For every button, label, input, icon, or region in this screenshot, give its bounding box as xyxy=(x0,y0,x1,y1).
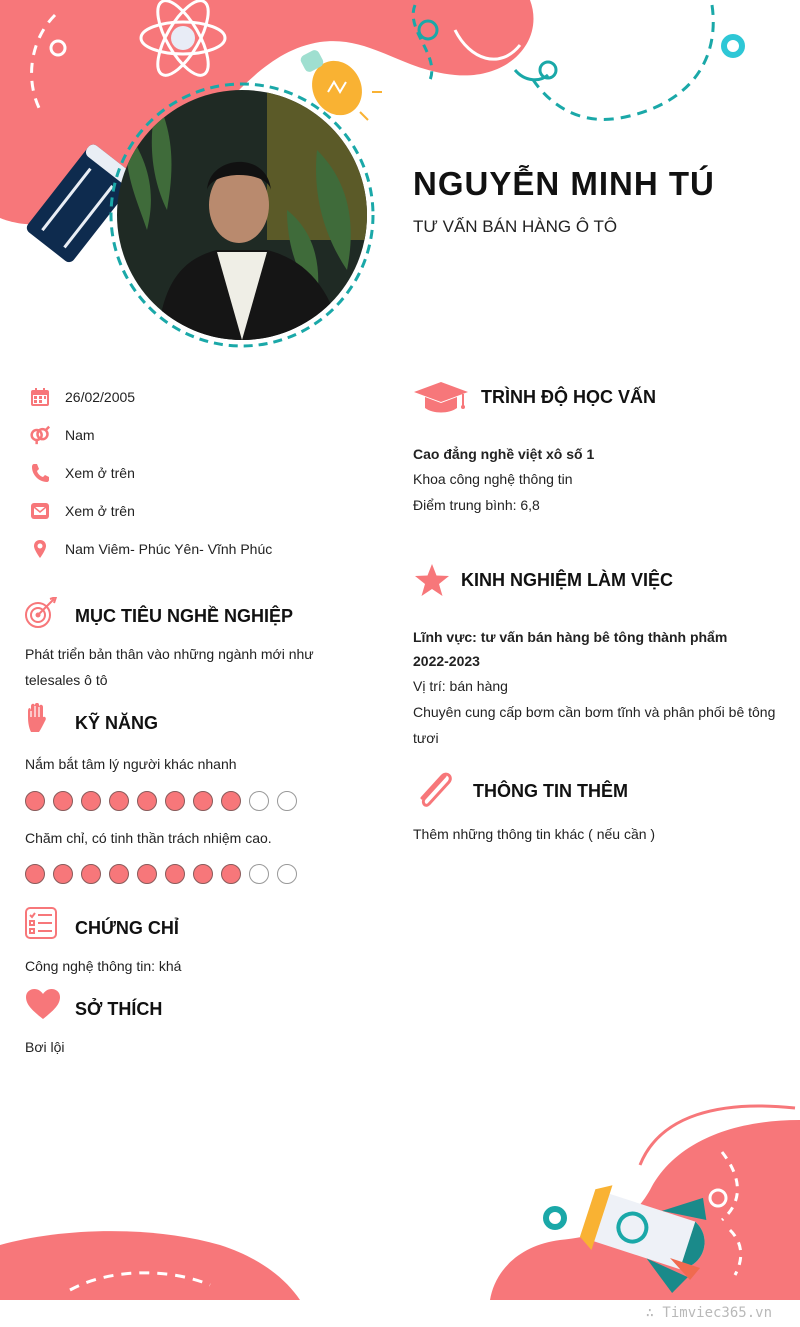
skill-label-1: Nắm bắt tâm lý người khác nhanh xyxy=(25,756,237,772)
rating-dot-filled xyxy=(25,791,45,811)
experience-field: Lĩnh vực: tư vấn bán hàng bê tông thành phẩm xyxy=(413,629,728,645)
rating-dot-filled xyxy=(137,791,157,811)
location-pin-icon xyxy=(30,539,50,559)
star-icon xyxy=(414,563,450,602)
birthdate-text: 26/02/2005 xyxy=(65,389,136,405)
skill-rating-1 xyxy=(25,791,297,811)
rating-dot-filled xyxy=(81,864,101,884)
experience-period: 2022-2023 xyxy=(413,653,480,669)
certificates-text: Công nghệ thông tin: khá xyxy=(25,958,182,974)
certificates-title: CHỨNG CHỈ xyxy=(75,918,179,938)
rating-dot-filled xyxy=(53,864,73,884)
email-text: Xem ở trên xyxy=(65,503,135,519)
education-gpa: Điểm trung bình: 6,8 xyxy=(413,497,540,513)
heart-icon xyxy=(25,988,61,1025)
rating-dot-filled xyxy=(109,791,129,811)
checklist-icon xyxy=(25,907,57,944)
rating-dot-filled xyxy=(221,864,241,884)
skill-rating-2 xyxy=(25,864,297,884)
extra-info-text: Thêm những thông tin khác ( nếu cần ) xyxy=(413,826,656,842)
rating-dot-filled xyxy=(165,864,185,884)
education-school: Cao đẳng nghề việt xô số 1 xyxy=(413,446,595,462)
contact-email xyxy=(30,499,135,523)
fist-icon xyxy=(25,703,47,738)
rating-dot-filled xyxy=(53,791,73,811)
education-faculty: Khoa công nghệ thông tin xyxy=(413,471,573,487)
rating-dot-filled xyxy=(81,791,101,811)
gender-icon xyxy=(30,425,50,445)
objective-title: MỤC TIÊU NGHỀ NGHIỆP xyxy=(75,606,294,626)
hobbies-title: SỞ THÍCH xyxy=(75,999,163,1019)
contact-gender xyxy=(30,423,95,447)
rating-dot-filled xyxy=(25,864,45,884)
extra-info-title: THÔNG TIN THÊM xyxy=(473,781,628,801)
contact-birthdate xyxy=(30,385,136,409)
skills-title: KỸ NĂNG xyxy=(75,713,159,733)
rating-dot-filled xyxy=(193,864,213,884)
rating-dot-filled xyxy=(193,791,213,811)
rating-dot-filled xyxy=(221,791,241,811)
bottom-left-blob xyxy=(0,1231,300,1300)
hobbies-text: Bơi lội xyxy=(25,1039,65,1055)
rating-dot-empty xyxy=(277,864,297,884)
contact-phone xyxy=(30,461,135,485)
rating-dot-filled xyxy=(137,864,157,884)
contact-address xyxy=(30,537,273,561)
objective-line-1: Phát triển bản thân vào những ngành mới như xyxy=(25,646,314,662)
experience-title: KINH NGHIỆM LÀM VIỆC xyxy=(461,570,674,590)
rating-dot-empty xyxy=(249,864,269,884)
address-text: Nam Viêm- Phúc Yên- Vĩnh Phúc xyxy=(65,541,273,557)
experience-desc-line-1: Chuyên cung cấp bơm cần bơm tĩnh và phân phối bê tông xyxy=(413,704,776,720)
education-title: TRÌNH ĐỘ HỌC VẤN xyxy=(481,387,656,407)
gender-text: Nam xyxy=(65,427,95,443)
rating-dot-empty xyxy=(277,791,297,811)
objective-line-2: telesales ô tô xyxy=(25,672,108,688)
rating-dot-filled xyxy=(109,864,129,884)
experience-position: Vị trí: bán hàng xyxy=(413,678,508,694)
target-icon xyxy=(24,597,58,634)
phone-icon xyxy=(30,463,50,483)
job-title: TƯ VẤN BÁN HÀNG Ô TÔ xyxy=(413,217,618,236)
phone-text: Xem ở trên xyxy=(65,465,135,481)
graduation-cap-icon xyxy=(413,380,469,419)
calendar-icon xyxy=(30,387,50,407)
skill-label-2: Chăm chỉ, có tinh thần trách nhiệm cao. xyxy=(25,830,272,846)
rating-dot-empty xyxy=(249,791,269,811)
experience-desc-line-2: tươi xyxy=(413,730,439,746)
paperclip-icon xyxy=(415,770,459,819)
email-icon xyxy=(30,501,50,521)
candidate-name: NGUYỄN MINH TÚ xyxy=(413,165,715,202)
profile-photo xyxy=(117,90,367,340)
rating-dot-filled xyxy=(165,791,185,811)
watermark: ∴ Timviec365.vn xyxy=(645,1305,772,1321)
